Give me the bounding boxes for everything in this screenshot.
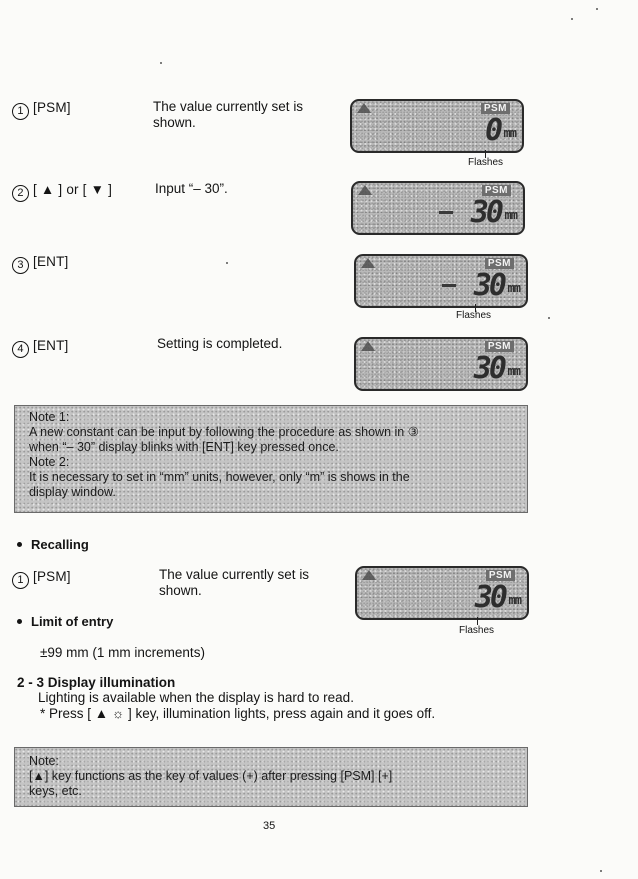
lcd-value: 30 (473, 268, 504, 303)
note-line: display window. (29, 485, 116, 499)
lcd-display-3 (354, 254, 528, 308)
triangle-icon (362, 570, 376, 580)
note-heading: Note 2: (29, 455, 70, 469)
step-number: 1 (12, 103, 29, 120)
lcd-unit: mm (503, 126, 516, 140)
section-text: * Press [ ▲ ☼ ] key, illumination lights, press again and it goes off. (40, 706, 436, 721)
step-1-key (12, 100, 71, 120)
description-line: Input “– 30”. (155, 181, 228, 196)
step-key-label: [PSM] (33, 100, 71, 115)
note-line: [▲] key functions as the key of values (+) after pressing [PSM] [+] (29, 769, 393, 783)
lcd-value: 0 (484, 113, 500, 148)
lcd-display-2 (351, 181, 525, 235)
flashes-caption: Flashes (459, 625, 495, 636)
section-heading: 2 - 3 Display illumination (17, 675, 176, 690)
step-number: 2 (12, 185, 29, 202)
lcd-mode-label: PSM (486, 570, 515, 581)
limit-text: ±99 mm (1 mm increments) (40, 645, 205, 660)
note-box-1 (14, 405, 528, 513)
note-box-2 (14, 747, 528, 807)
limit-title: Limit of entry (31, 614, 114, 629)
lcd-mode-label: PSM (481, 103, 510, 114)
scan-speck (226, 262, 228, 264)
pointer-line (477, 617, 478, 625)
step-1-description (153, 99, 303, 131)
description-line: The value currently set is (159, 567, 310, 582)
scan-speck (548, 317, 550, 319)
description-line: shown. (159, 583, 202, 598)
description-line: Setting is completed. (157, 336, 283, 351)
lcd-unit: mm (508, 593, 521, 607)
triangle-icon (361, 341, 375, 351)
step-2-description (155, 181, 228, 197)
step-number: 3 (12, 257, 29, 274)
lcd-value: 30 (473, 351, 504, 386)
triangle-icon (358, 185, 372, 195)
step-key-label: [PSM] (33, 569, 71, 584)
section-text: Lighting is available when the display is hard to read. (38, 690, 354, 705)
triangle-icon (361, 258, 375, 268)
recalling-description (159, 567, 309, 599)
step-3-key (12, 254, 69, 274)
step-key-label: [ENT] (33, 338, 69, 353)
recalling-title: Recalling (31, 537, 89, 552)
page-number: 35 (263, 820, 276, 832)
step-key-label: [ENT] (33, 254, 69, 269)
scan-speck (600, 870, 602, 872)
scan-speck (571, 18, 573, 20)
step-key-label: [ ▲ ] or [ ▼ ] (33, 182, 113, 197)
scan-speck (596, 8, 598, 10)
lcd-unit: mm (507, 364, 520, 378)
step-4-key (12, 338, 69, 358)
scan-speck (160, 62, 162, 64)
note-line: keys, etc. (29, 784, 82, 798)
note-line: It is necessary to set in “mm” units, however, only “m” is shows in the (29, 470, 410, 484)
lcd-value: 30 (474, 580, 505, 615)
flashes-caption: Flashes (456, 310, 492, 321)
lcd-display-recall (355, 566, 529, 620)
note-line: A new constant can be input by following the procedure as shown in ③ (29, 425, 419, 439)
lcd-minus-sign (439, 211, 453, 214)
lcd-display-1 (350, 99, 524, 153)
lcd-unit: mm (504, 208, 517, 222)
recalling-heading (17, 537, 89, 552)
lcd-mode-label: PSM (485, 341, 514, 352)
lcd-unit: mm (507, 281, 520, 295)
description-line: The value currently set is (153, 99, 304, 114)
lcd-value: 30 (470, 195, 501, 230)
flashes-caption: Flashes (468, 157, 504, 168)
limit-heading (17, 614, 113, 629)
step-4-description (157, 336, 282, 352)
note-heading: Note: (29, 754, 59, 768)
note-heading: Note 1: (29, 410, 70, 424)
step-number: 4 (12, 341, 29, 358)
lcd-mode-label: PSM (485, 258, 514, 269)
step-2-key (12, 182, 112, 202)
lcd-minus-sign (442, 284, 456, 287)
note-line: when “– 30” display blinks with [ENT] key pressed once. (29, 440, 339, 454)
lcd-display-4 (354, 337, 528, 391)
triangle-icon (357, 103, 371, 113)
description-line: shown. (153, 115, 196, 130)
lcd-mode-label: PSM (482, 185, 511, 196)
bullet-icon (17, 619, 22, 624)
step-number: 1 (12, 572, 29, 589)
bullet-icon (17, 542, 22, 547)
recalling-step-key (12, 569, 71, 589)
